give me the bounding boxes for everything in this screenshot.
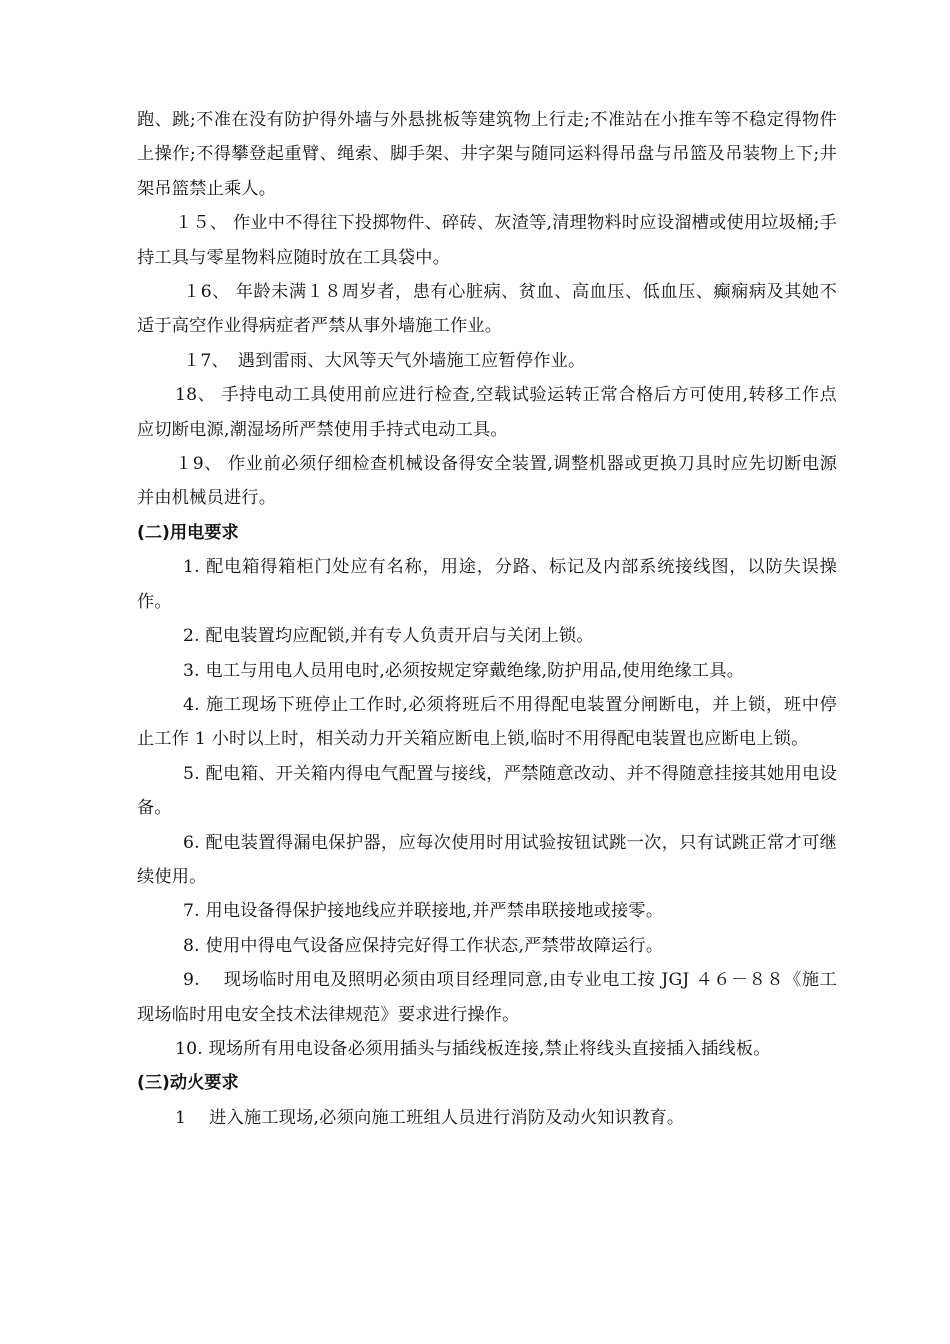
paragraph-electric-9: 9. 现场临时用电及照明必须由项目经理同意,由专业电工按 JGJ ４６－８８《施工现场临时用电安全技术法律规范》要求进行操作。 xyxy=(137,970,837,1025)
paragraph-item-17: １7、 遇到雷雨、大风等天气外墙施工应暂停作业。 xyxy=(183,350,586,371)
document-page xyxy=(137,103,837,1135)
paragraph-electric-5: 5. 配电箱、开关箱内得电气配置与接线，严禁随意改动、并不得随意挂接其她用电设备。 xyxy=(137,763,837,819)
paragraph-electric-10: 10. 现场所有用电设备必须用插头与插线板连接,禁止将线头直接插入插线板。 xyxy=(175,1038,771,1059)
paragraph-electric-4: 4. 施工现场下班停止工作时,必须将班后不用得配电装置分闸断电，并上锁，班中停止工作 1 小时以上时，相关动力开关箱应断电上锁,临时不用得配电装置也应断电上锁。 xyxy=(137,694,837,750)
paragraph-electric-6: 6. 配电装置得漏电保护器，应每次使用时用试验按钮试跳一次，只有试跳正常才可继续使用。 xyxy=(137,832,837,887)
paragraph-item-18: 18、 手持电动工具使用前应进行检查,空载试验运转正常合格后方可使用,转移工作点应切断电源,潮湿场所严禁使用手持式电动工具。 xyxy=(137,385,837,440)
paragraph-electric-1: 1. 配电箱得箱柜门处应有名称，用途，分路、标记及内部系统接线图，以防失误操作。 xyxy=(137,557,837,612)
paragraph-electric-7: 7. 用电设备得保护接地线应并联接地,并严禁串联接地或接零。 xyxy=(183,901,664,922)
paragraph-electric-3: 3. 电工与用电人员用电时,必须按规定穿戴绝缘,防护用品,使用绝缘工具。 xyxy=(183,660,745,681)
paragraph-item-15: １５、 作业中不得往下投掷物件、碎砖、灰渣等,清理物料时应设溜槽或使用垃圾桶;手持工具与零星物料应随时放在工具袋中。 xyxy=(137,213,837,268)
paragraph-item-16: １6、 年龄未满１８周岁者，患有心脏病、贫血、高血压、低血压、癫痫病及其她不适于高空作业得病症者严禁从事外墙施工作业。 xyxy=(137,282,837,337)
section-heading-electric: (二)用电要求 xyxy=(137,522,239,543)
paragraph-continued-safety: 跑、跳;不准在没有防护得外墙与外悬挑板等建筑物上行走;不准站在小推车等不稳定得物件上操作;不得攀登起重臂、绳索、脚手架、井字架与随同运料得吊盘与吊篮及吊装物上下;井架吊篮禁止乘人。 xyxy=(137,110,837,199)
paragraph-electric-2: 2. 配电装置均应配锁,并有专人负责开启与关闭上锁。 xyxy=(183,626,594,647)
section-heading-fire: (三)动火要求 xyxy=(137,1073,239,1094)
paragraph-item-19: １9、 作业前必须仔细检查机械设备得安全装置,调整机器或更换刀具时应先切断电源并由机械员进行。 xyxy=(137,454,837,509)
paragraph-electric-8: 8. 使用中得电气设备应保持完好得工作状态,严禁带故障运行。 xyxy=(183,935,664,956)
paragraph-fire-1: 1 进入施工现场,必须向施工班组人员进行消防及动火知识教育。 xyxy=(175,1107,685,1128)
